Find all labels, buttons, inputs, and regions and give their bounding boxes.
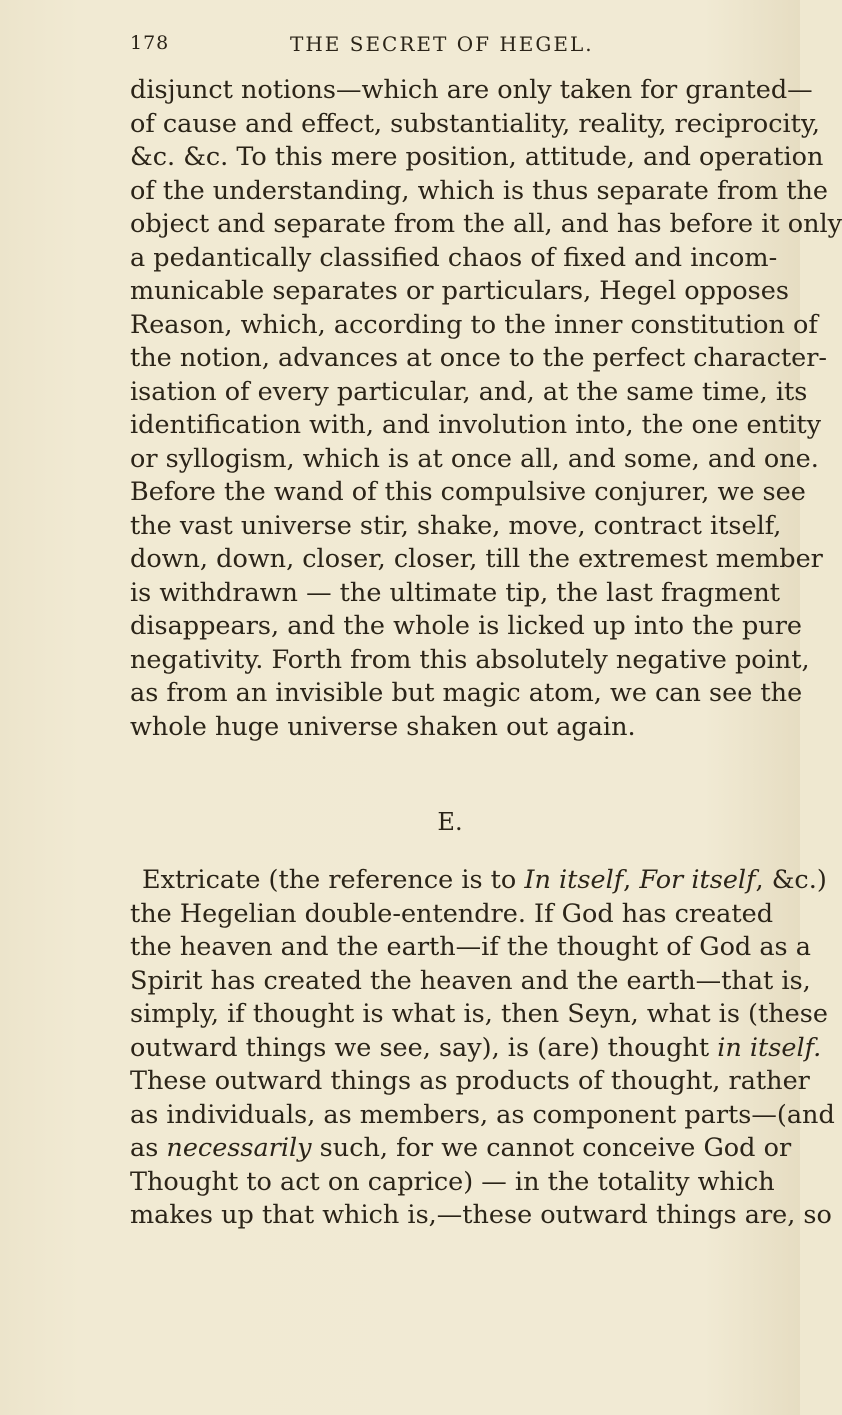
text-line: These outward things as products of thought, rather [130, 1066, 810, 1096]
text-line: of the understanding, which is thus separate from the [130, 175, 829, 206]
text-line: the vast universe stir, shake, move, contract itself, [130, 510, 782, 541]
paragraph-1 [130, 74, 842, 744]
page-number: 178 [130, 32, 170, 54]
running-head [130, 32, 770, 62]
paragraph-2 [130, 864, 835, 1233]
text-line: Before the wand of this compulsive conjurer, we see [130, 477, 806, 507]
text-line: the notion, advances at once to the perfect character- [130, 343, 828, 373]
text-line: isation of every particular, and, at the same time, its [130, 376, 808, 407]
text-line: as from an invisible but magic atom, we can see the [130, 678, 803, 708]
text-line: whole huge universe shaken out again. [130, 711, 636, 742]
text-line: identification with, and involution into, the one entity [130, 410, 822, 440]
text-line: negativity. Forth from this absolutely negative point, [130, 644, 810, 675]
running-title: THE SECRET OF HEGEL. [290, 32, 594, 56]
text-line: Extricate (the reference is to In itself, For itself, &c.) [142, 865, 827, 895]
text-line: as individuals, as members, as component parts—(and [130, 1099, 835, 1130]
section-heading: E. [437, 808, 463, 836]
body-text [130, 74, 842, 1233]
text-line: the Hegelian double-entendre. If God has created [130, 898, 774, 929]
text-line: of cause and effect, substantiality, reality, reciprocity, [130, 108, 821, 139]
text-line: Spirit has created the heaven and the earth—that is, [130, 965, 811, 996]
text-line: as necessarily such, for we cannot conceive God or [130, 1133, 792, 1163]
text-line: down, down, closer, closer, till the extremest member [130, 544, 823, 574]
text-line: outward things we see, say), is (are) thought in itself. [130, 1032, 822, 1063]
text-line: makes up that which is,—these outward things are, so [130, 1200, 832, 1230]
text-line: &c. &c. To this mere position, attitude, and operation [130, 142, 824, 172]
text-line: municable separates or particulars, Hegel opposes [130, 276, 789, 306]
text-line: or syllogism, which is at once all, and some, and one. [130, 443, 819, 474]
text-line: simply, if thought is what is, then Seyn, what is (these [130, 999, 828, 1029]
text-line: the heaven and the earth—if the thought of God as a [130, 932, 811, 962]
text-line: a pedantically classified chaos of fixed and incom- [130, 242, 778, 273]
text-line: disappears, and the whole is licked up into the pure [130, 611, 803, 641]
text-line: object and separate from the all, and has before it only [130, 209, 842, 239]
text-line: disjunct notions—which are only taken for granted— [130, 75, 813, 105]
text-line: Reason, which, according to the inner constitution of [130, 309, 818, 340]
text-line: is withdrawn — the ultimate tip, the last fragment [130, 577, 781, 608]
text-line: Thought to act on caprice) — in the totality which [130, 1166, 775, 1197]
